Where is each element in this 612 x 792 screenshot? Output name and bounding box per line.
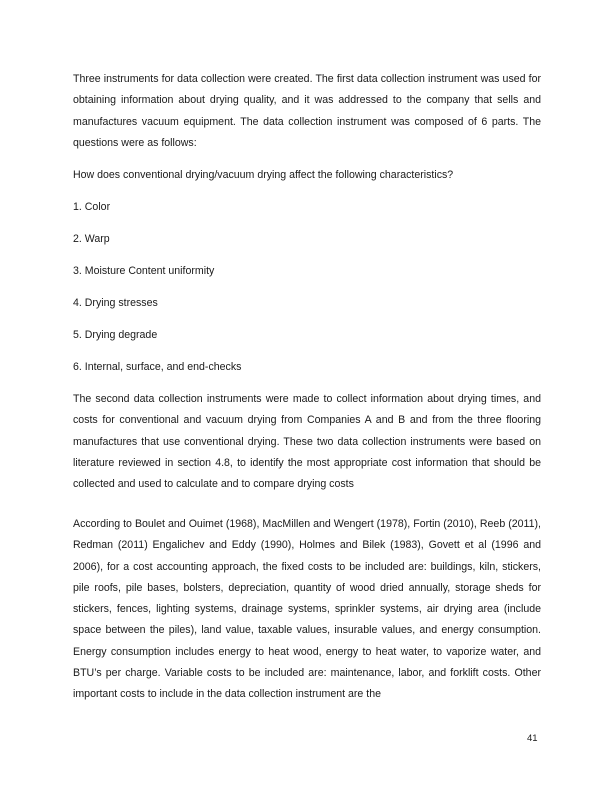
- page-number: 41: [527, 733, 538, 744]
- list-item-checks: 6. Internal, surface, and end-checks: [73, 361, 242, 373]
- paragraph-cost-accounting: According to Boulet and Ouimet (1968), MacMillen and Wengert (1978), Fortin (2010), Reeb (2011), Redman (2011) Engalichev and Eddy (1990), Holmes and Bilek (1983), Govett et al (1996 and 2006), for a cost accounting approach, the fixed costs to be included are: buildings, kiln, stickers, pile roofs, pile bases, bolsters, depreciation, quantity of wood dried annually, storage sheds for stickers, fences, lighting systems, drainage systems, sprinkler systems, air drying area (include space between the piles), land value, taxable values, insurable values, and energy consumption. Energy consumption includes energy to heat wood, energy to heat water, to vaporize water, and BTU’s per charge. Variable costs to be included are: maintenance, labor, and forklift costs. Other important costs to include in the data collection instrument are the: [73, 518, 541, 701]
- list-item-warp: 2. Warp: [73, 233, 110, 245]
- list-item-moisture: 3. Moisture Content uniformity: [73, 265, 215, 277]
- list-item-color: 1. Color: [73, 201, 111, 213]
- list-item-stresses: 4. Drying stresses: [73, 297, 158, 309]
- paragraph-question: How does conventional drying/vacuum drying affect the following characteristics?: [73, 169, 454, 181]
- paragraph-second-instruments: The second data collection instruments were made to collect information about drying times, and costs for conventional and vacuum drying from Companies A and B and from the three flooring manufactures that use conventional drying. These two data collection instruments were based on literature reviewed in section 4.8, to identify the most appropriate cost information that should be collected and used to calculate and to compare drying costs: [73, 393, 541, 491]
- paragraph-instruments-intro: Three instruments for data collection were created. The first data collection instrument was used for obtaining information about drying quality, and it was addressed to the company that sells and manufactures vacuum equipment. The data collection instrument was composed of 6 parts. The questions were as follows:: [73, 73, 541, 149]
- list-item-degrade: 5. Drying degrade: [73, 329, 158, 341]
